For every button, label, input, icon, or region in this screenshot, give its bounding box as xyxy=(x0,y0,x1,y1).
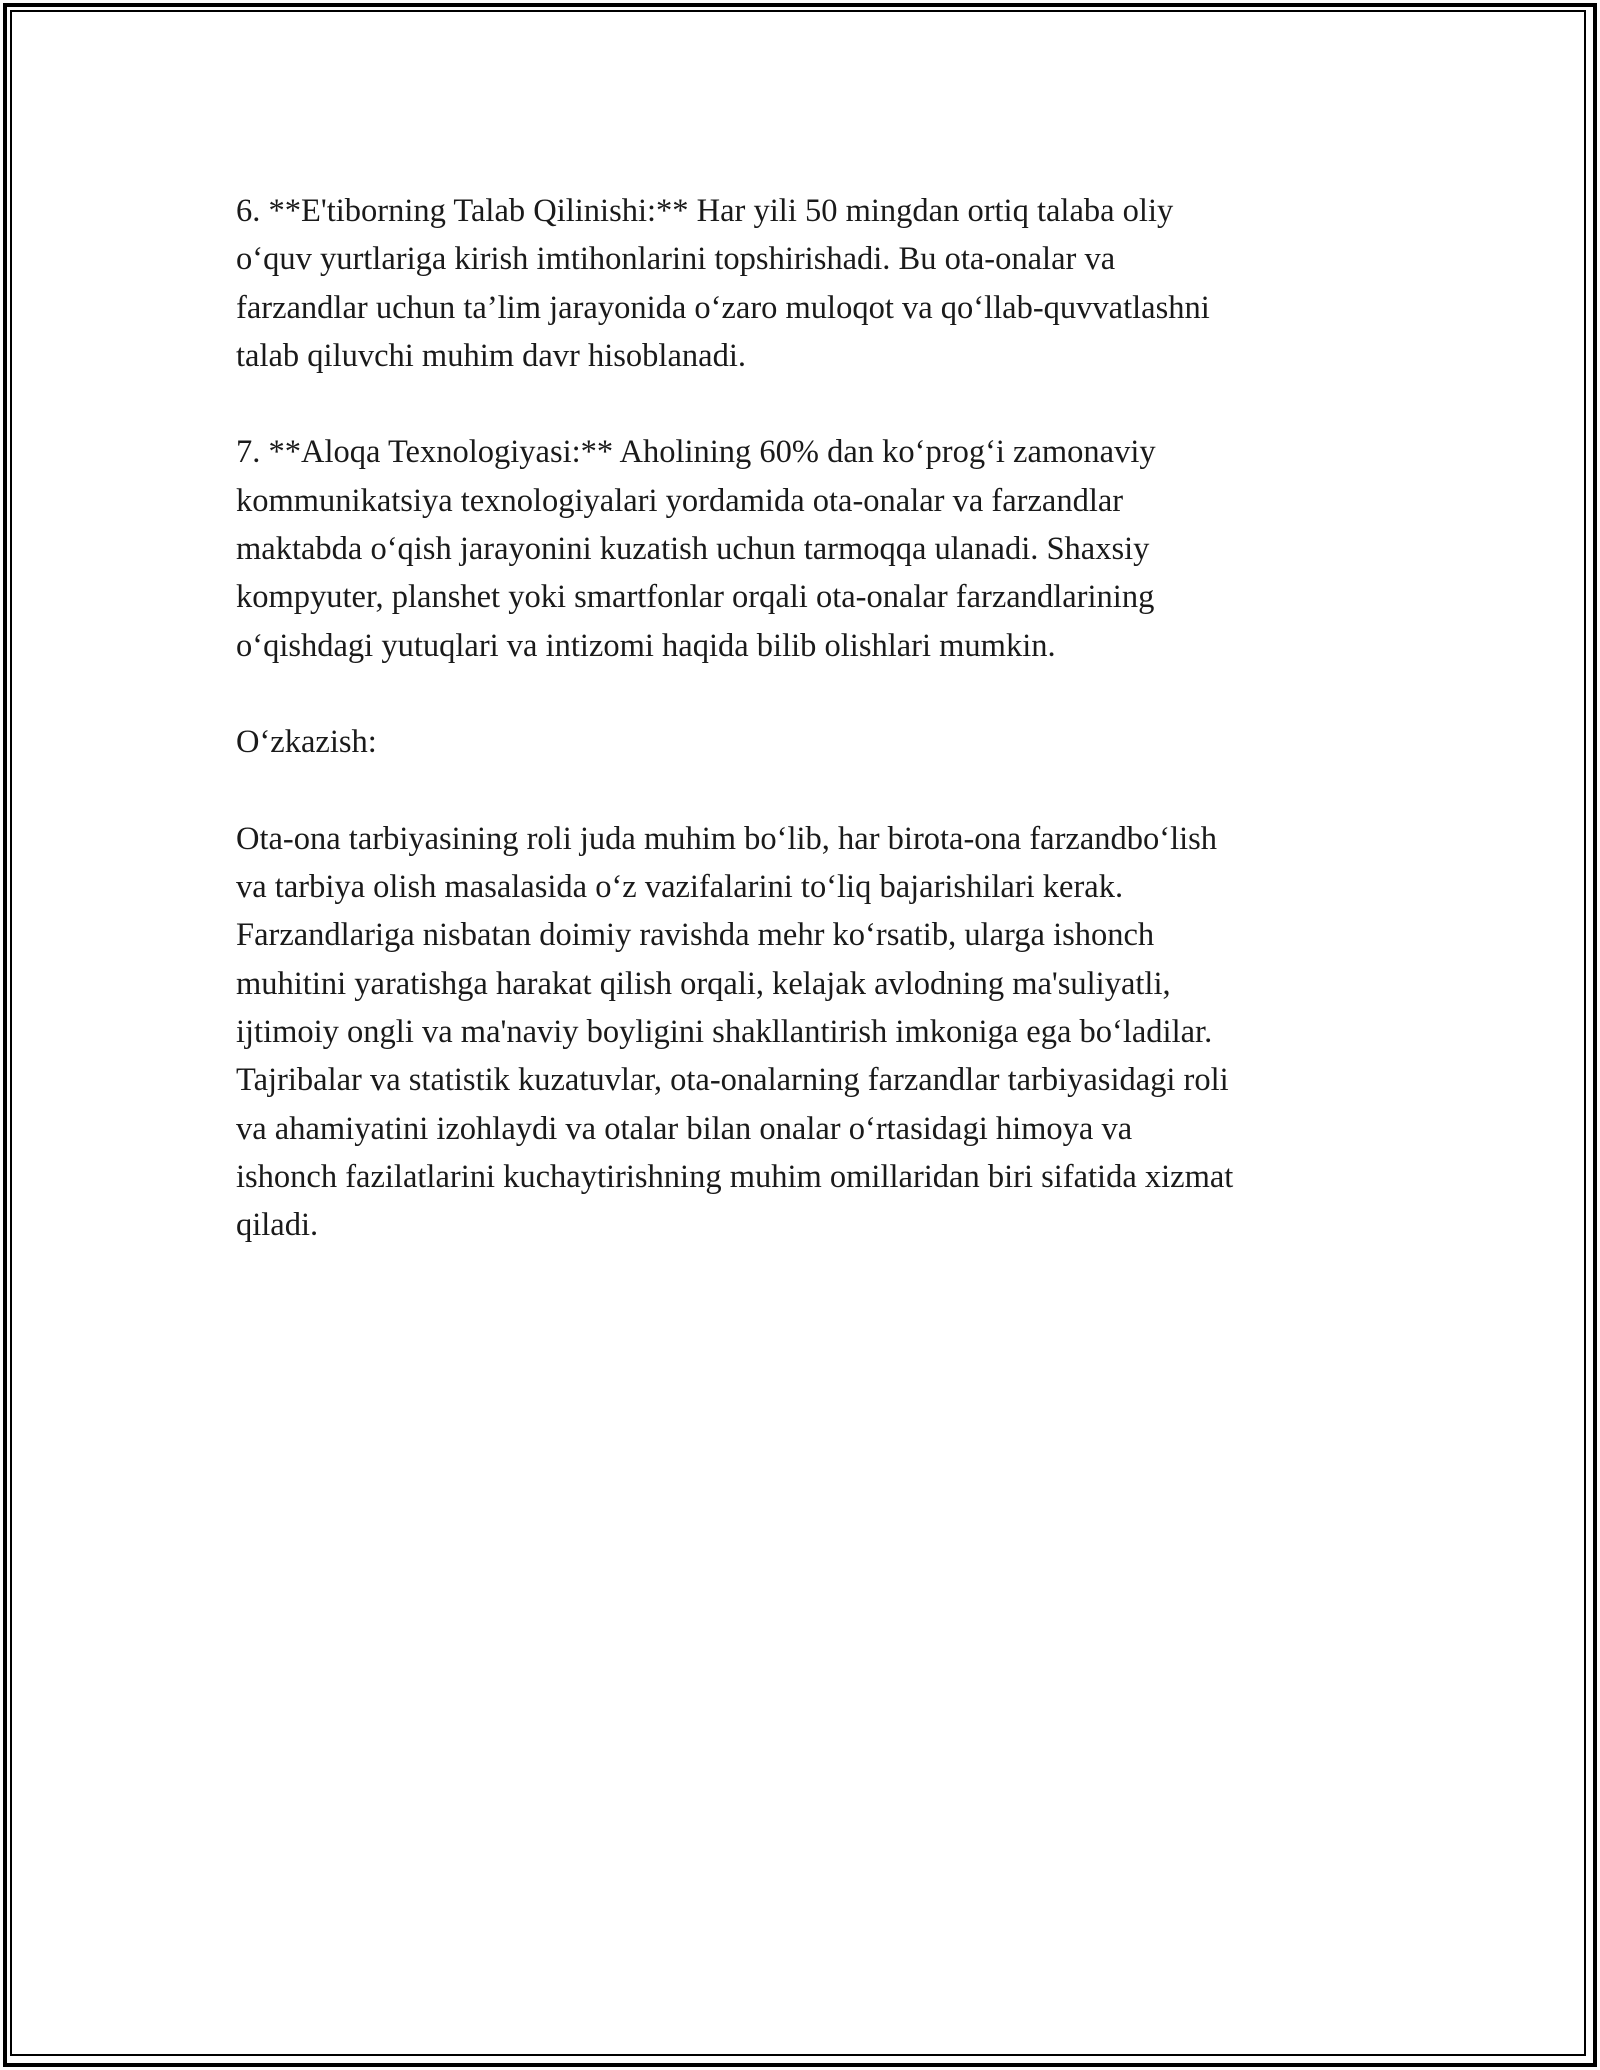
text-line: qiladi. xyxy=(236,1207,319,1244)
text-line: ishonch fazilatlarini kuchaytirishning muhim omillaridan biri sifatida xizmat xyxy=(236,1158,1234,1195)
text-line: va ahamiyatini izohlaydi va otalar bilan onalar o‘rtasidagi himoya va xyxy=(236,1110,1133,1147)
text-line: kompyuter, planshet yoki smartfonlar orqali ota-onalar farzandlarining xyxy=(236,579,1155,616)
text-line: farzandlar uchun ta’lim jarayonida o‘zaro muloqot va qo‘llab-quvvatlashni xyxy=(236,289,1210,326)
text-line: ijtimoiy ongli va ma'naviy boyligini shakllantirish imkoniga ega bo‘ladilar. xyxy=(236,1014,1213,1051)
text-line: Tajribalar va statistik kuzatuvlar, ota-onalarning farzandlar tarbiyasidagi roli xyxy=(236,1062,1229,1099)
text-line: kommunikatsiya texnologiyalari yordamida ota-onalar va farzandlar xyxy=(236,482,1124,519)
text-line: talab qiluvchi muhim davr hisoblanadi. xyxy=(236,337,746,374)
text-line: va tarbiya olish masalasida o‘z vazifalarini to‘liq bajarishilari kerak. xyxy=(236,869,1124,906)
text-line: o‘quv yurtlariga kirish imtihonlarini topshirishadi. Bu ota-onalar va xyxy=(236,241,1116,278)
text-line: Farzandlariga nisbatan doimiy ravishda mehr ko‘rsatib, ularga ishonch xyxy=(236,917,1155,954)
paragraph-item-6 xyxy=(236,187,1376,380)
paragraph-item-7 xyxy=(236,428,1376,669)
paragraph-conclusion xyxy=(236,815,1376,1250)
text-line: 6. **E'tiborning Talab Qilinishi:** Har yili 50 mingdan ortiq talaba oliy xyxy=(236,193,1174,229)
text-line: muhitini yaratishga harakat qilish orqali, kelajak avlodning ma'suliyatli, xyxy=(236,965,1171,1002)
conclusion-heading xyxy=(236,718,1376,766)
document-body xyxy=(236,187,1376,1298)
text-line: 7. **Aloqa Texnologiyasi:** Aholining 60% dan ko‘prog‘i zamonaviy xyxy=(236,434,1156,471)
text-line: Ota-ona tarbiyasining roli juda muhim bo‘lib, har birota-ona farzandbo‘lish xyxy=(236,820,1218,857)
text-line: maktabda o‘qish jarayonini kuzatish uchun tarmoqqa ulanadi. Shaxsiy xyxy=(236,531,1150,568)
text-line: O‘zkazish: xyxy=(236,724,377,761)
text-line: o‘qishdagi yutuqlari va intizomi haqida bilib olishlari mumkin. xyxy=(236,627,1056,664)
